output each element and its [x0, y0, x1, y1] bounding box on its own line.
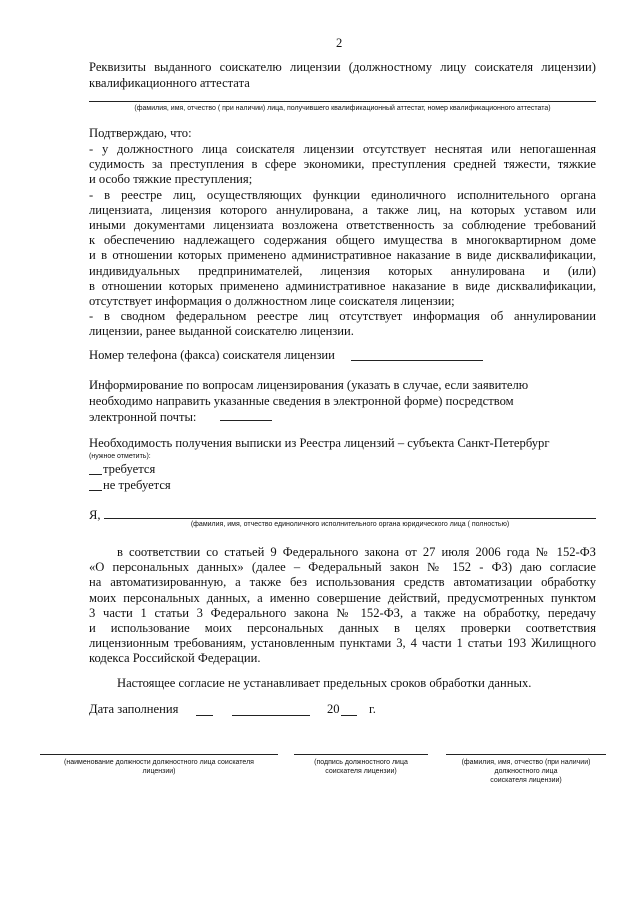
consent-line: моих персональных данных, а именно совершение действий, предусмотренных пунктом — [89, 590, 596, 605]
consent-line: кодекса Российской Федерации. — [89, 651, 261, 666]
fullname-caption-line: (фамилия, имя, отчество (при наличии) — [461, 759, 591, 766]
confirm-line: - у должностного лица соискателя лицензии отсутствует неснятая или непогашенная — [89, 142, 596, 156]
email-input-line[interactable] — [220, 420, 272, 421]
heading-line-1: Реквизиты выданного соискателю лицензии (должностному лицу соискателя лицензии) — [89, 60, 596, 74]
date-month-line[interactable] — [232, 715, 310, 716]
position-caption — [40, 758, 278, 776]
info-line-3: электронной почты: — [89, 410, 197, 424]
option-not-required-label: не требуется — [103, 478, 171, 492]
signature-line[interactable] — [294, 754, 428, 755]
director-name-line[interactable] — [104, 518, 596, 519]
director-name-caption: (фамилия, имя, отчество единоличного исполнительного органа юридического лица ( полностью) — [190, 521, 510, 528]
consent-line: 3 части 1 статьи 3 Федерального закона № 152-ФЗ, а также на обработку, передачу — [89, 605, 596, 620]
confirm-line: отсутствует информация о должностном лице соискателя лицензии; — [89, 294, 455, 309]
consent-line: «О персональных данных» (далее – Федеральный закон № 152 - ФЗ) даю согласие — [89, 560, 596, 575]
certificate-fill-line — [89, 101, 596, 102]
date-year-suffix: г. — [369, 702, 376, 716]
confirm-line: и в отношении которых применено административное наказание в виде дисквалификации, — [89, 248, 596, 263]
consent-line: лицензионным требованиям, установленным пунктами 3, 4 части 1 статьи 193 Жилищного — [89, 636, 596, 651]
position-caption-line: лицензии) — [142, 768, 176, 775]
confirm-title: Подтверждаю, что: — [89, 126, 192, 140]
fullname-caption — [446, 758, 606, 785]
signature-caption — [294, 758, 428, 776]
phone-input-line[interactable] — [351, 360, 483, 361]
signature-caption-line: (подпись должностного лица — [314, 759, 408, 766]
option-required-label: требуется — [103, 462, 156, 476]
confirm-line: индивидуальных предпринимателей, лицензия которых аннулирована и (или) — [89, 263, 596, 278]
heading-line-2: квалификационного аттестата — [89, 76, 250, 90]
confirm-line: к обеспечению надлежащего содержания общего имущества в многоквартирном доме — [89, 233, 596, 248]
confirm-line: лицензии, ранее выданной соискателю лицензии. — [89, 324, 354, 339]
consent-line: в соответствии со статьей 9 Федерального закона от 27 июля 2006 года № 152-ФЗ — [117, 545, 596, 559]
consent-line: и использование моих персональных данных в целях проверки соответствия — [89, 621, 596, 636]
extract-title: Необходимость получения выписки из Реестра лицензий – субъекта Санкт-Петербург — [89, 436, 550, 450]
confirm-line: и особо тяжкие преступления; — [89, 172, 253, 187]
confirm-line: в отношении которых применено административное наказание в виде дисквалификации, — [89, 278, 596, 293]
date-year-line[interactable] — [341, 715, 357, 716]
phone-label: Номер телефона (факса) соискателя лицензии — [89, 348, 335, 362]
certificate-caption: (фамилия, имя, отчество ( при наличии) лица, получившего квалификационный аттестат, номер квалификационного аттестата) — [134, 105, 551, 112]
date-label: Дата заполнения — [89, 702, 179, 716]
fullname-sign-line[interactable] — [446, 754, 606, 755]
confirm-line: - в сводном федеральном реестре лиц отсутствует информация об аннулировании — [89, 309, 596, 324]
position-sign-line[interactable] — [40, 754, 278, 755]
confirm-line: лицензиата, лицензия которого аннулирована, а также лиц, на которых уставом или — [89, 202, 596, 217]
consent-final: Настоящее согласие не устанавливает предельных сроков обработки данных. — [117, 676, 532, 690]
info-line-2: необходимо направить указанные сведения в электронной форме) посредством — [89, 394, 514, 408]
confirm-line: - в реестре лиц, осуществляющих функции единоличного исполнительного органа — [89, 187, 596, 202]
consent-line: на автоматизированную, а также без использования средств автоматизации обработку — [89, 575, 596, 590]
position-caption-line: (наименование должности должностного лица соискателя — [64, 759, 254, 766]
option-not-required-checkbox[interactable] — [89, 490, 102, 491]
date-day-line[interactable] — [196, 715, 213, 716]
signature-caption-line: соискателя лицензии) — [325, 768, 397, 775]
option-required-checkbox[interactable] — [89, 474, 102, 475]
date-year-prefix: 20 — [327, 702, 340, 716]
page-number: 2 — [336, 36, 343, 50]
info-line-1: Информирование по вопросам лицензирования (указать в случае, если заявителю — [89, 378, 529, 392]
consent-body — [89, 545, 596, 667]
consent-ya: Я, — [89, 508, 101, 522]
confirm-body — [89, 142, 596, 340]
fullname-caption-line: соискателя лицензии) — [490, 777, 562, 784]
fullname-caption-line: должностного лица — [494, 768, 558, 775]
confirm-line: судимость за преступления в сфере экономики, преступления средней тяжести, тяжкие — [89, 157, 596, 172]
extract-note: (нужное отметить): — [89, 453, 151, 460]
confirm-line: иными документами лицензиата возложена ответственность за соблюдение требований — [89, 218, 596, 233]
